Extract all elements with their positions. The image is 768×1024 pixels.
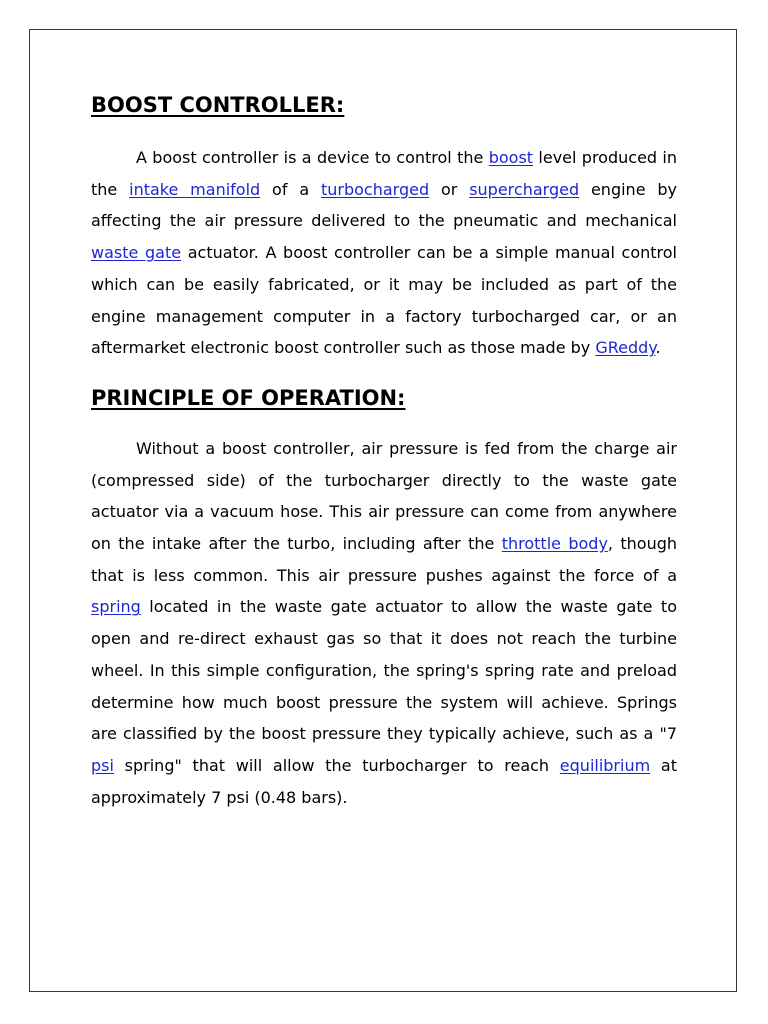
link-spring[interactable]: spring [91,597,141,617]
text-segment: , though that is less common. This air pressure pushes against the force of a [91,534,678,585]
text-segment: at approximately 7 psi (0.48 bars). [91,755,677,807]
link-boost[interactable]: boost [488,148,534,167]
link-greddy[interactable]: GReddy [595,338,656,358]
link-turbocharged[interactable]: turbocharged [320,179,430,199]
document-content [91,88,677,813]
text-segment: actuator. A boost controller can be a simple manual control which can be easily fabricated, or it may be included as part of the engine management computer in a factory turbocharged car, or an aftermarket electronic boost controller such as those made by [91,243,677,358]
link-psi[interactable]: psi [91,755,114,775]
link-waste-gate[interactable]: waste gate [91,243,182,263]
text-segment: spring" that will allow the turbocharger to reach [113,755,560,775]
text-segment: . [655,338,661,358]
text-segment: of a [260,179,321,199]
text-segment: engine by affecting the air pressure delivered to the pneumatic and mechanical [91,179,678,231]
text-segment: A boost controller is a device to control the [136,148,489,167]
heading-principle-of-operation: PRINCIPLE OF OPERATION: [91,385,406,410]
link-intake-manifold[interactable]: intake manifold [129,179,261,199]
link-supercharged[interactable]: supercharged [469,179,580,199]
text-segment: Without a boost controller, air pressure is fed from the charge air (compressed side) of the turbocharger directly to the waste gate actuator via a vacuum hose. This air pressure can come from anywhere on the intake after the turbo, including after the [91,438,677,554]
text-segment: located in the waste gate actuator to allow the waste gate to open and re-direct exhaust gas so that it does not reach the turbine wheel. In this simple configuration, the spring's spring rate and preload determine how much boost pressure the system will achieve. Springs are classified by the boost pressure they typically achieve, such as a "7 [91,597,677,744]
link-throttle-body[interactable]: throttle body [501,534,608,554]
paragraph-principle-of-operation [91,433,677,813]
link-equilibrium[interactable]: equilibrium [559,755,651,775]
text-segment: or [429,179,470,199]
heading-boost-controller: BOOST CONTROLLER: [91,93,345,117]
paragraph-boost-controller [91,142,677,364]
text-segment: level produced in the [91,148,677,199]
